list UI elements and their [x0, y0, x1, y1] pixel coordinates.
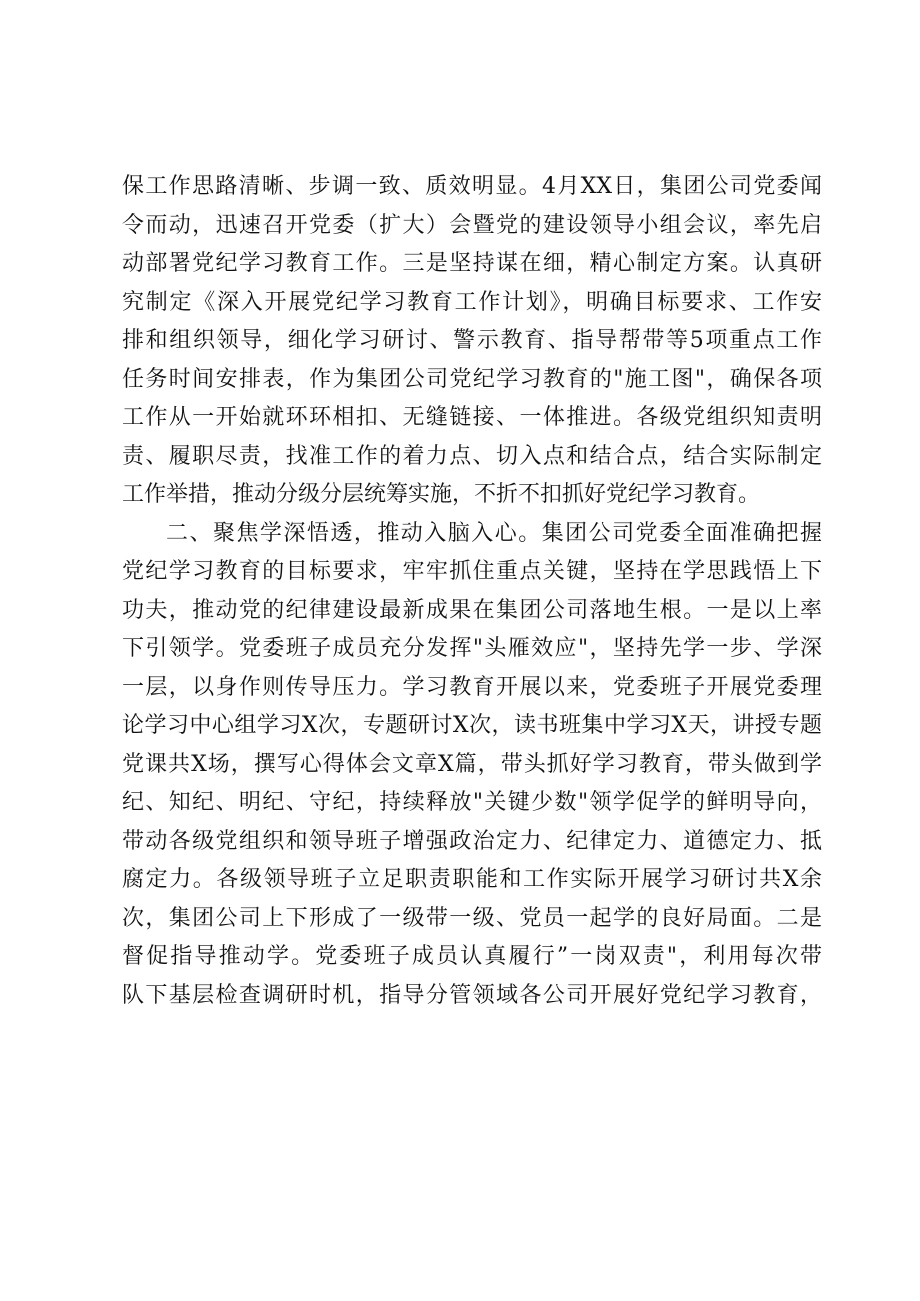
paragraph-line: 令而动，迅速召开党委（扩大）会暨党的建设领导小组会议，率先启 — [122, 212, 822, 238]
paragraph-line: 党纪学习教育的目标要求，牢牢抓住重点关键，坚持在学思践悟上下 — [122, 559, 822, 584]
paragraph-line: 究制定《深入开展党纪学习教育工作计划》，明确目标要求、工作安 — [122, 289, 822, 315]
paragraph-line: 下引领学。党委班子成员充分发挥"头雁效应"，坚持先学一步、学深 — [122, 636, 822, 661]
paragraph-line: 腐定力。各级领导班子立足职责职能和工作实际开展学习研讨共X余 — [122, 867, 822, 892]
paragraph-line: 党课共X场，撰写心得体会文章X篇，带头抓好学习教育，带头做到学 — [122, 751, 822, 777]
paragraph-line: 工作从一开始就环环相扣、无缝链接、一体推进。各级党组织知责明 — [122, 405, 822, 430]
paragraph-line: 任务时间安排表，作为集团公司党纪学习教育的"施工图"，确保各项 — [122, 366, 822, 392]
paragraph-line: 论学习中心组学习X次，专题研讨X次，读书班集中学习X天，讲授专题 — [122, 713, 822, 738]
paragraph-line: 动部署党纪学习教育工作。三是坚持谋在细，精心制定方案。认真研 — [122, 251, 822, 276]
paragraph-line: 二、聚焦学深悟透，推动入脑入心。集团公司党委全面准确把握 — [166, 520, 822, 546]
paragraph-line: 次，集团公司上下形成了一级带一级、党员一起学的良好局面。二是 — [122, 905, 822, 931]
paragraph-line: 纪、知纪、明纪、守纪，持续释放"关键少数"领学促学的鲜明导向， — [122, 790, 822, 815]
paragraph-line: 保工作思路清晰、步调一致、质效明显。4月XX日，集团公司党委闻 — [122, 174, 822, 199]
paragraph-line: 工作举措，推动分级分层统筹实施，不折不扣抓好党纪学习教育。 — [122, 482, 761, 507]
document-body — [122, 168, 822, 1015]
paragraph-line: 队下基层检查调研时机，指导分管领域各公司开展好党纪学习教育， — [122, 982, 822, 1008]
paragraph-line: 督促指导推动学。党委班子成员认真履行”一岗双责"，利用每次带 — [122, 944, 822, 969]
paragraph-line: 一层，以身作则传导压力。学习教育开展以来，党委班子开展党委理 — [122, 674, 822, 700]
paragraph-line: 功夫，推动党的纪律建设最新成果在集团公司落地生根。一是以上率 — [122, 597, 822, 623]
paragraph-2 — [122, 515, 822, 1016]
paragraph-1 — [122, 168, 822, 515]
paragraph-line: 排和组织领导，细化学习研讨、警示教育、指导帮带等5项重点工作 — [122, 328, 822, 353]
paragraph-line: 责、履职尽责，找准工作的着力点、切入点和结合点，结合实际制定 — [122, 443, 822, 469]
paragraph-line: 带动各级党组织和领导班子增强政治定力、纪律定力、道德定力、抵 — [122, 828, 822, 854]
